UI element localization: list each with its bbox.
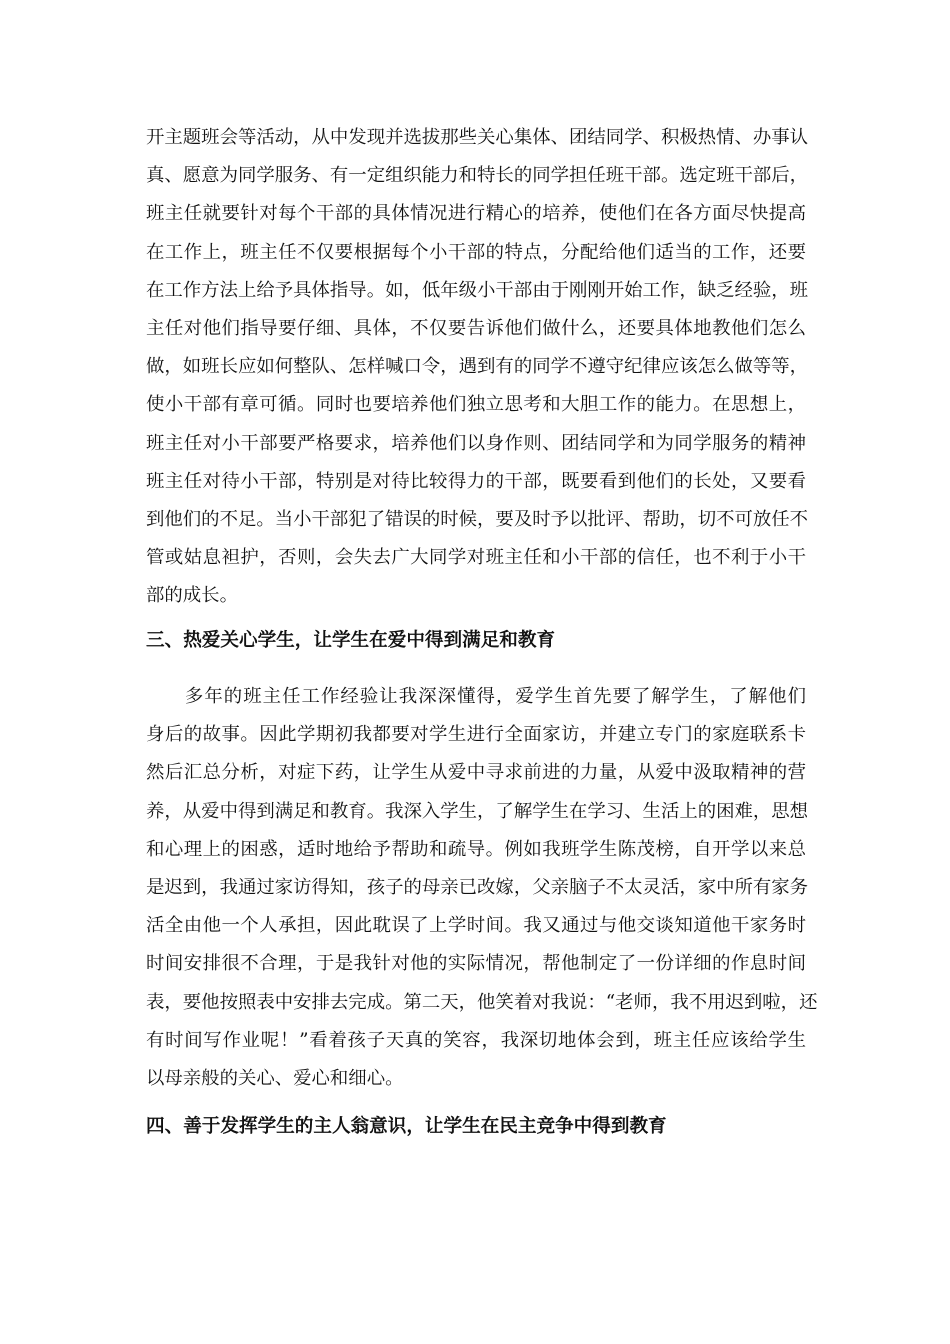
text-line: 开主题班会等活动，从中发现并选拔那些关心集体、团结同学、积极热情、办事认	[146, 127, 809, 148]
text-line: 活全由他一个人承担，因此耽误了上学时间。我又通过与他交谈知道他干家务时	[146, 915, 806, 937]
text-line: 管或姑息袒护，否则，会失去广大同学对班主任和小干部的信任，也不利于小干	[146, 547, 806, 569]
text-line: 到他们的不足。当小干部犯了错误的时候，要及时予以批评、帮助，切不可放任不	[146, 508, 809, 530]
text-line: 是迟到，我通过家访得知，孩子的母亲已改嫁，父亲脑子不太灵活，家中所有家务	[146, 876, 809, 898]
text-line: 主任对他们指导要仔细、具体，不仅要告诉他们做什么，还要具体地教他们怎么	[146, 317, 806, 339]
text-line: 做，如班长应如何整队、怎样喊口令，遇到有的同学不遵守纪律应该怎么做等等，	[146, 356, 809, 378]
text-line: 在工作上，班主任不仅要根据每个小干部的特点，分配给他们适当的工作，还要	[146, 241, 806, 263]
text-line: 真、愿意为同学服务、有一定组织能力和特长的同学担任班干部。选定班干部后，	[146, 165, 809, 187]
text-line: 班主任对小干部要严格要求，培养他们以身作则、团结同学和为同学服务的精神	[146, 432, 806, 454]
section-heading-4: 四、善于发挥学生的主人翁意识，让学生在民主竞争中得到教育	[146, 1116, 667, 1137]
text-line: 身后的故事。因此学期初我都要对学生进行全面家访，并建立专门的家庭联系卡	[146, 724, 806, 746]
text-line: 表，要他按照表中安排去完成。第二天，他笑着对我说：“老师，我不用迟到啦，还	[146, 991, 818, 1013]
text-line: 和心理上的困惑，适时地给予帮助和疏导。例如我班学生陈茂榜，自开学以来总	[146, 838, 806, 860]
text-line: 多年的班主任工作经验让我深深懂得，爱学生首先要了解学生，了解他们	[146, 686, 806, 707]
text-line: 有时间写作业呢！”看着孩子天真的笑容，我深切地体会到，班主任应该给学生	[146, 1029, 806, 1051]
text-line: 班主任对待小干部，特别是对待比较得力的干部，既要看到他们的长处，又要看	[146, 470, 806, 492]
text-line: 养，从爱中得到满足和教育。我深入学生，了解学生在学习、生活上的困难，思想	[146, 800, 809, 822]
text-line: 然后汇总分析，对症下药，让学生从爱中寻求前进的力量，从爱中汲取精神的营	[146, 762, 806, 784]
text-line: 使小干部有章可循。同时也要培养他们独立思考和大胆工作的能力。在思想上，	[146, 394, 806, 416]
text-line: 以母亲般的关心、爱心和细心。	[146, 1067, 404, 1089]
section-heading-3: 三、热爱关心学生，让学生在爱中得到满足和教育	[146, 630, 556, 651]
text-line: 在工作方法上给予具体指导。如，低年级小干部由于刚刚开始工作，缺乏经验，班	[146, 279, 809, 301]
paragraph-class-cadre-training	[146, 119, 809, 615]
text-line: 班主任就要针对每个干部的具体情况进行精心的培养，使他们在各方面尽快提高	[146, 203, 806, 225]
paragraph-love-students	[146, 678, 818, 1098]
text-line: 部的成长。	[146, 585, 238, 607]
text-line: 时间安排很不合理，于是我针对他的实际情况，帮他制定了一份详细的作息时间	[146, 953, 806, 975]
